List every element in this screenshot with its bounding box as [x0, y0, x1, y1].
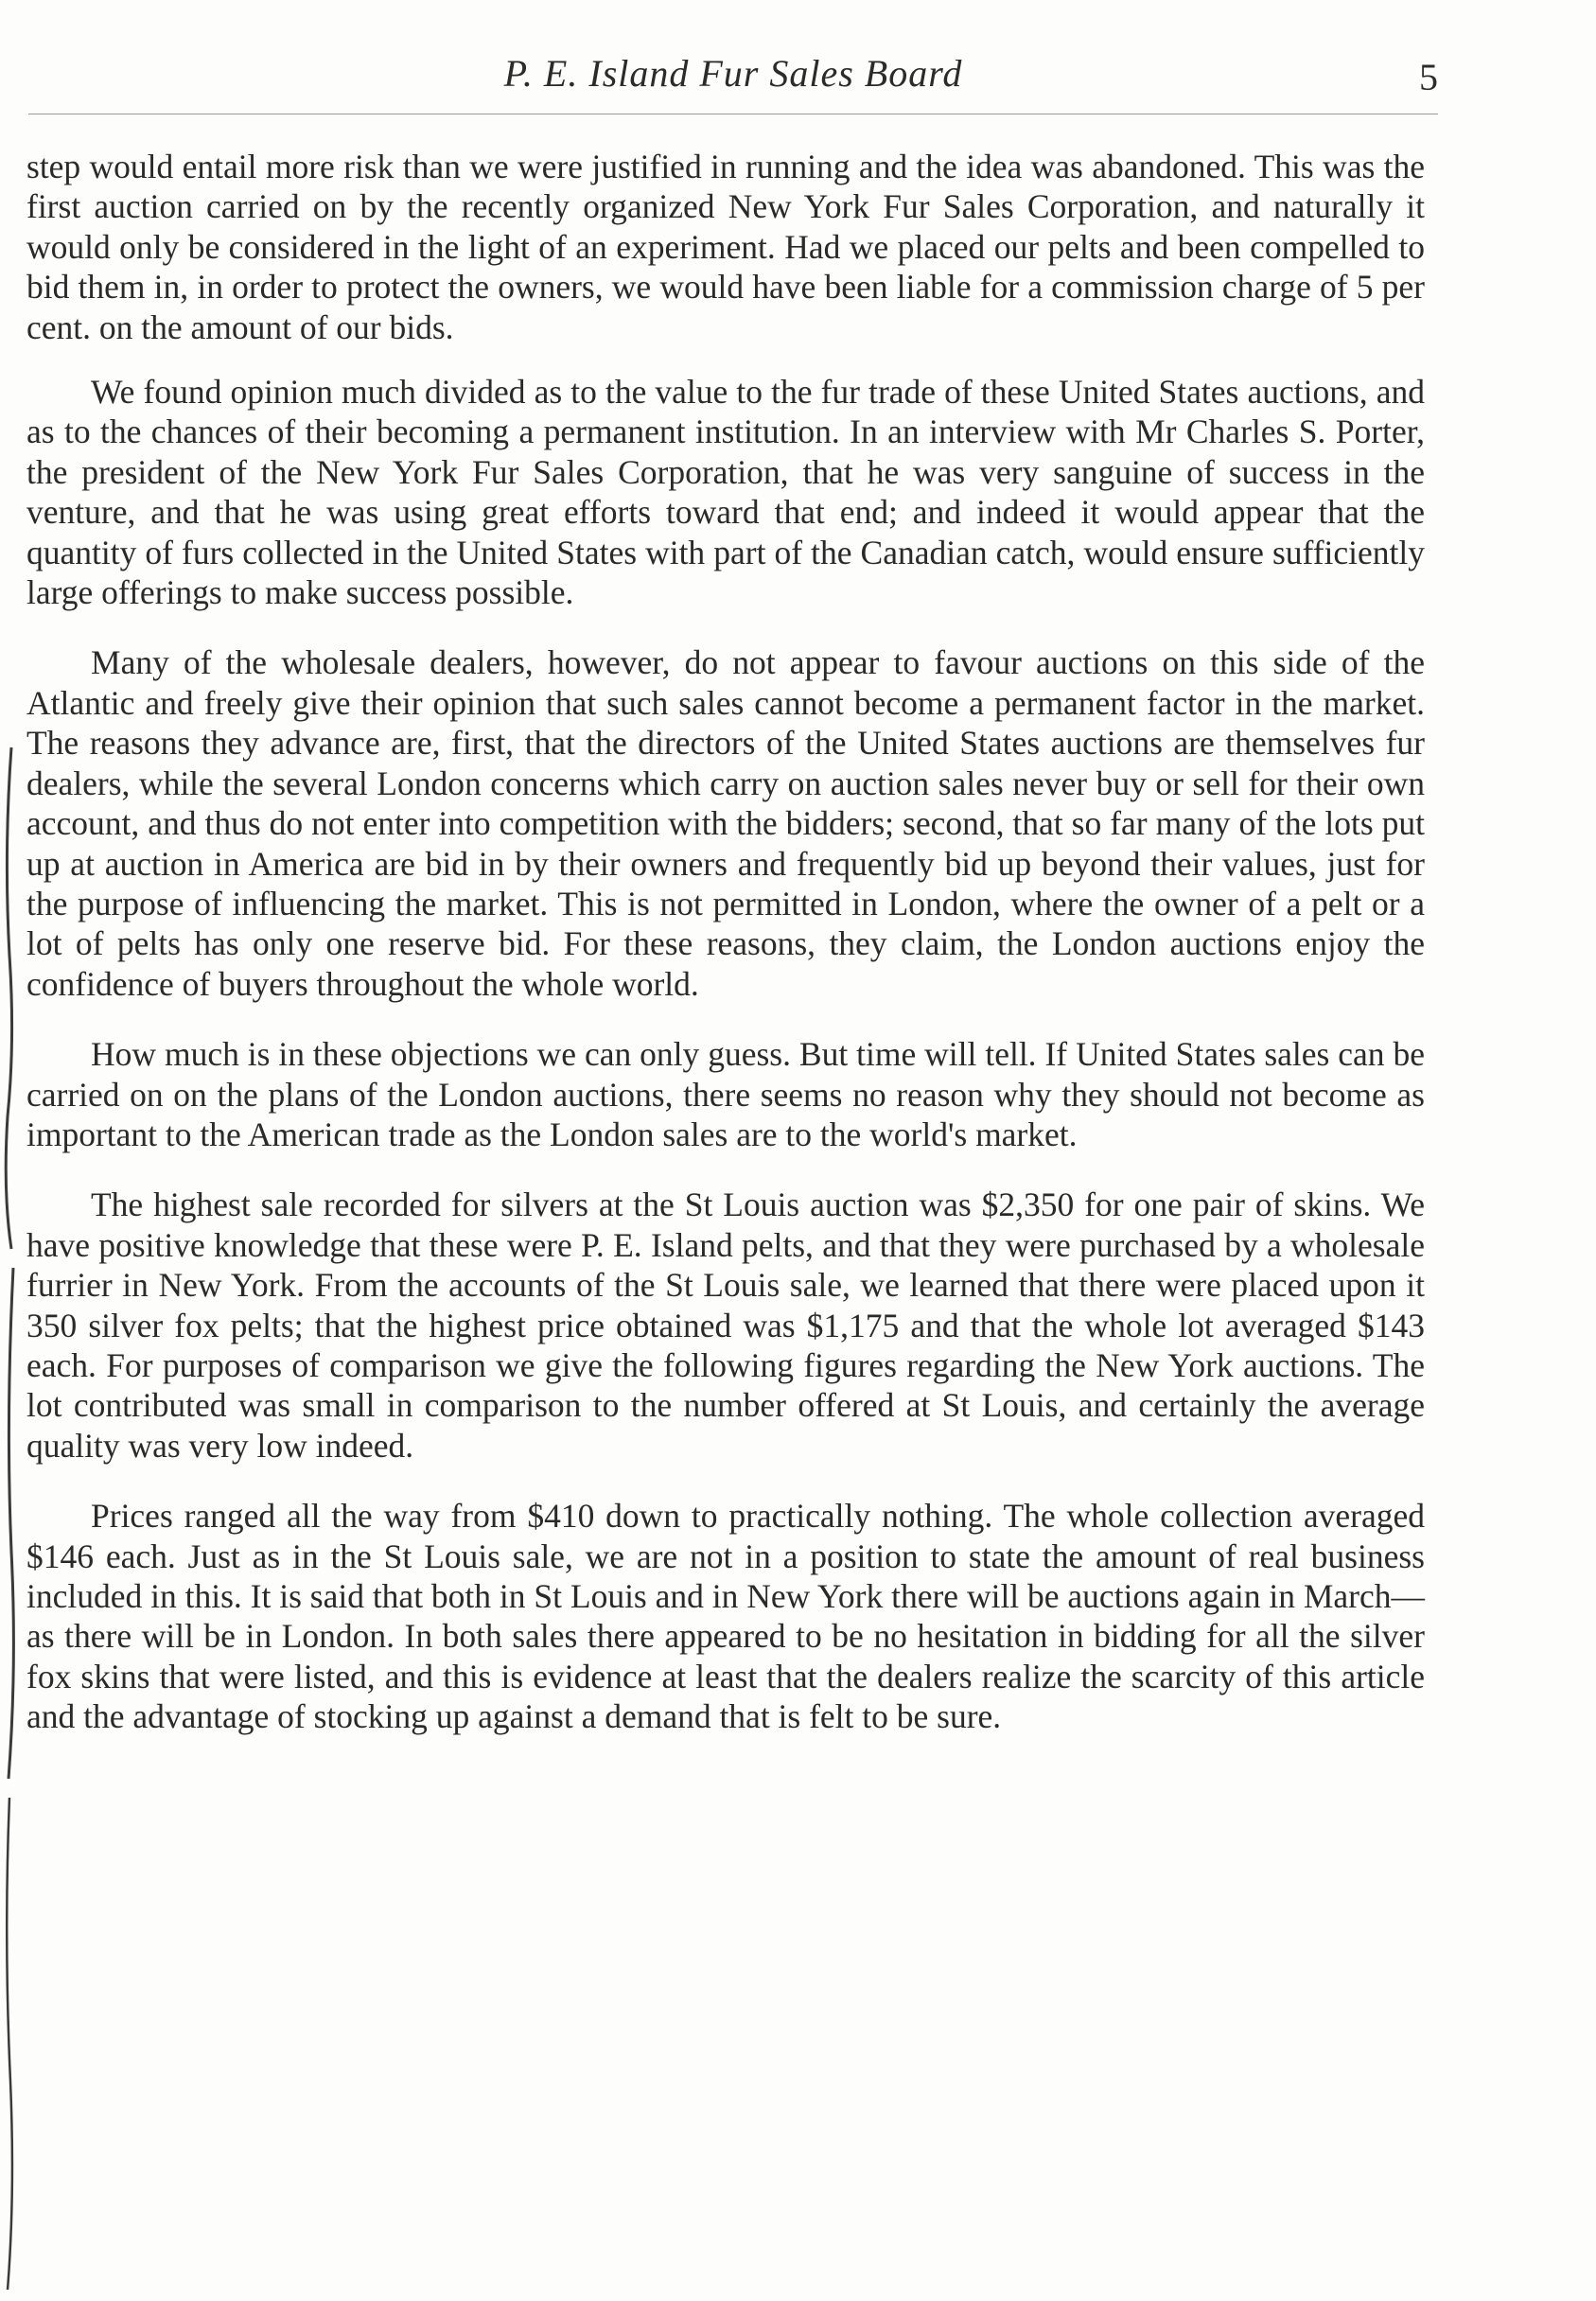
paragraph-4: How much is in these objections we can only guess. But time will tell. If United States sales can be carried on on the plans of the London auctions, there seems no reason why they should not become as important to the American trade as the London sales are to the world's market. [26, 1035, 1425, 1153]
paragraph-1: step would entail more risk than we were justified in running and the idea was abandoned. This was the first auction carried on by the recently organized New York Fur Sales Corporation, and naturally it would only be considered in the light of an experiment. Had we placed our pelts and been compelled to bid them in, in order to protect the owners, we would have been liable for a commission charge of 5 per cent. on the amount of our bids. [26, 148, 1425, 346]
paragraph-3: Many of the wholesale dealers, however, do not appear to favour auctions on this side of the Atlantic and freely give their opinion that such sales cannot become a permanent factor in the market. The reasons they advance are, first, that the directors of the United States auctions are themselves fur dealers, while the several London concerns which carry on auction sales never buy or sell for their own account, and thus do not enter into competition with the bidders; second, that so far many of the lots put up at auction in America are bid in by their owners and frequently bid up beyond their values, just for the purpose of influencing the market. This is not permitted in London, where the owner of a pelt or a lot of pelts has only one reserve bid. For these reasons, they claim, the London auctions enjoy the confidence of buyers throughout the whole world. [26, 643, 1425, 1003]
paragraph-5: The highest sale recorded for silvers at the St Louis auction was $2,350 for one pair of skins. We have positive knowledge that these were P. E. Island pelts, and that they were purchased by a wholesale furrier in New York. From the accounts of the St Louis sale, we learned that there were placed upon it 350 silver fox pelts; that the highest price obtained was $1,175 and that the whole lot averaged $143 each. For purposes of comparison we give the following figures regarding the New York auctions. The lot contributed was small in comparison to the number offered at St Louis, and certainly the average quality was very low indeed. [26, 1186, 1425, 1465]
paragraph-2: We found opinion much divided as to the value to the fur trade of these United States auctions, and as to the chances of their becoming a permanent institution. In an interview with Mr Charles S. Porter, the president of the New York Fur Sales Corporation, that he was very sanguine of success in the venture, and that he was using great efforts toward that end; and indeed it would appear that the quantity of furs collected in the United States with part of the Canadian catch, would ensure sufficiently large offerings to make success possible. [26, 373, 1425, 612]
running-header [28, 47, 1438, 114]
body-text [26, 147, 1425, 1767]
page-number: 5 [1419, 56, 1438, 98]
running-title: P. E. Island Fur Sales Board [503, 52, 963, 95]
paragraph-6: Prices ranged all the way from $410 down to practically nothing. The whole collection averaged $146 each. Just as in the St Louis sale, we are not in a position to state the amount of real business included in this. It is said that both in St Louis and in New York there will be auctions again in March—as there will be in London. In both sales there appeared to be no hesitation in bidding for all the silver fox skins that were listed, and this is evidence at least that the dealers realize the scarcity of this article and the advantage of stocking up against a demand that is felt to be sure. [26, 1497, 1425, 1736]
binding-edge-marks [0, 0, 28, 2301]
